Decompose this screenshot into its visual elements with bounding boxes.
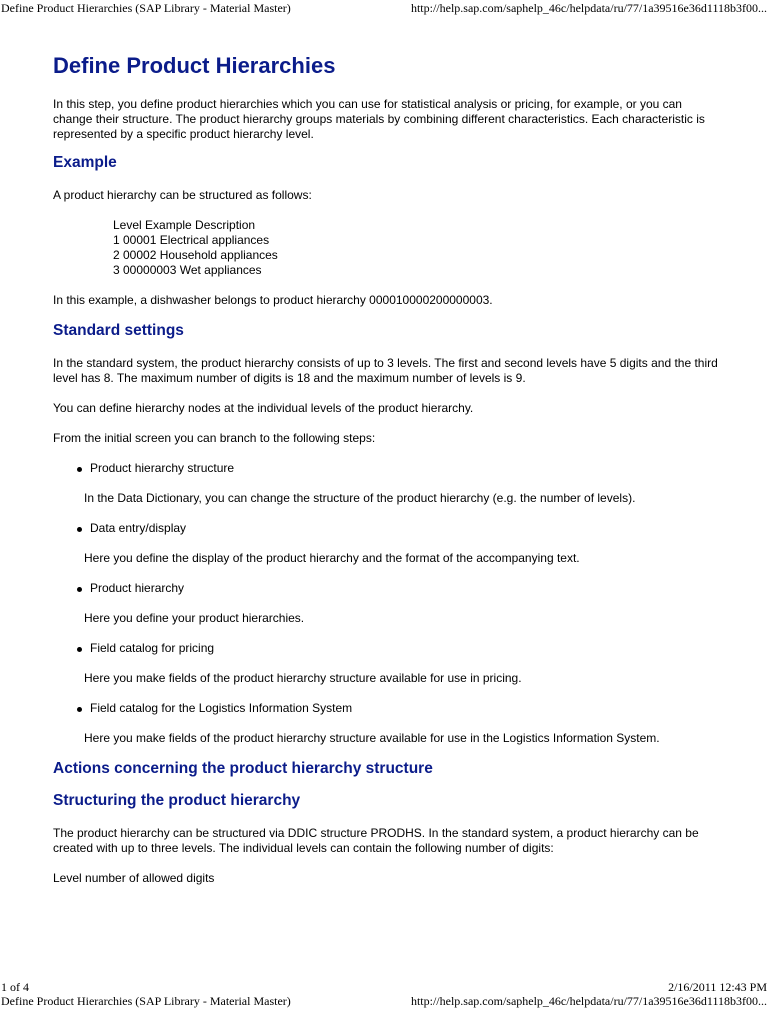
standard-settings-heading: Standard settings: [53, 322, 184, 339]
example-table-row: 3 00000003 Wet appliances: [113, 263, 262, 277]
actions-heading: Actions concerning the product hierarchy structure: [53, 760, 433, 777]
structuring-levels-label: Level number of allowed digits: [53, 871, 215, 885]
example-table-header: Level Example Description: [113, 218, 256, 232]
page-counter: 1 of 4: [1, 980, 29, 994]
structuring-paragraph: The product hierarchy can be structured via DDIC structure PRODHS. In the standard system, a product hierarchy can be created with up to three levels. The individual levels can contain the following number of digits:: [53, 826, 699, 855]
list-item-description: Here you define your product hierarchies.: [84, 611, 305, 625]
example-lead: A product hierarchy can be structured as follows:: [53, 188, 312, 202]
example-table: [113, 218, 721, 278]
intro-paragraph: In this step, you define product hierarchies which you can use for statistical analysis or pricing, for example, or you can change their structure. The product hierarchy groups materials by combining different characteristics. Each characteristic is represented by a specific product hierarchy level.: [53, 97, 705, 141]
print-header: [0, 1, 768, 15]
list-item-product-hierarchy: Product hierarchy: [53, 581, 721, 596]
structuring-heading: Structuring the product hierarchy: [53, 792, 301, 809]
print-timestamp: 2/16/2011 12:43 PM: [668, 980, 767, 994]
example-table-row: 2 00002 Household appliances: [113, 248, 278, 262]
example-heading: Example: [53, 154, 117, 171]
standard-paragraph-2: You can define hierarchy nodes at the individual levels of the product hierarchy.: [53, 401, 474, 415]
example-conclusion: In this example, a dishwasher belongs to product hierarchy 000010000200000003.: [53, 293, 493, 307]
standard-paragraph-1: In the standard system, the product hierarchy consists of up to 3 levels. The first and second levels have 5 digits and the third level has 8. The maximum number of digits is 18 and the maximum number of levels is 9.: [53, 356, 718, 385]
list-item-description: Here you make fields of the product hierarchy structure available for use in pricing.: [84, 671, 522, 685]
print-footer-url[interactable]: http://help.sap.com/saphelp_46c/helpdata/ru/77/1a39516e36d1118b3f00...: [410, 994, 767, 1008]
list-item-description: In the Data Dictionary, you can change the structure of the product hierarchy (e.g. the number of levels).: [84, 491, 636, 505]
print-header-url[interactable]: http://help.sap.com/saphelp_46c/helpdata/ru/77/1a39516e36d1118b3f00...: [410, 1, 767, 15]
list-item-description: Here you make fields of the product hierarchy structure available for use in the Logistics Information System.: [84, 731, 660, 745]
print-footer-top: [0, 980, 768, 994]
document-body: [53, 52, 721, 886]
print-footer-bottom: [0, 994, 768, 1008]
standard-paragraph-3: From the initial screen you can branch to the following steps:: [53, 431, 376, 445]
list-item-product-hierarchy-structure: Product hierarchy structure: [53, 461, 721, 476]
print-header-title: Define Product Hierarchies (SAP Library - Material Master): [1, 1, 291, 15]
list-item-field-catalog-pricing: Field catalog for pricing: [53, 641, 721, 656]
list-item-field-catalog-lis: Field catalog for the Logistics Information System: [53, 701, 721, 716]
example-table-row: 1 00001 Electrical appliances: [113, 233, 270, 247]
print-footer-title: Define Product Hierarchies (SAP Library - Material Master): [1, 994, 291, 1008]
list-item-data-entry-display: Data entry/display: [53, 521, 721, 536]
list-item-description: Here you define the display of the product hierarchy and the format of the accompanying text.: [84, 551, 580, 565]
page-title: Define Product Hierarchies: [53, 53, 336, 78]
